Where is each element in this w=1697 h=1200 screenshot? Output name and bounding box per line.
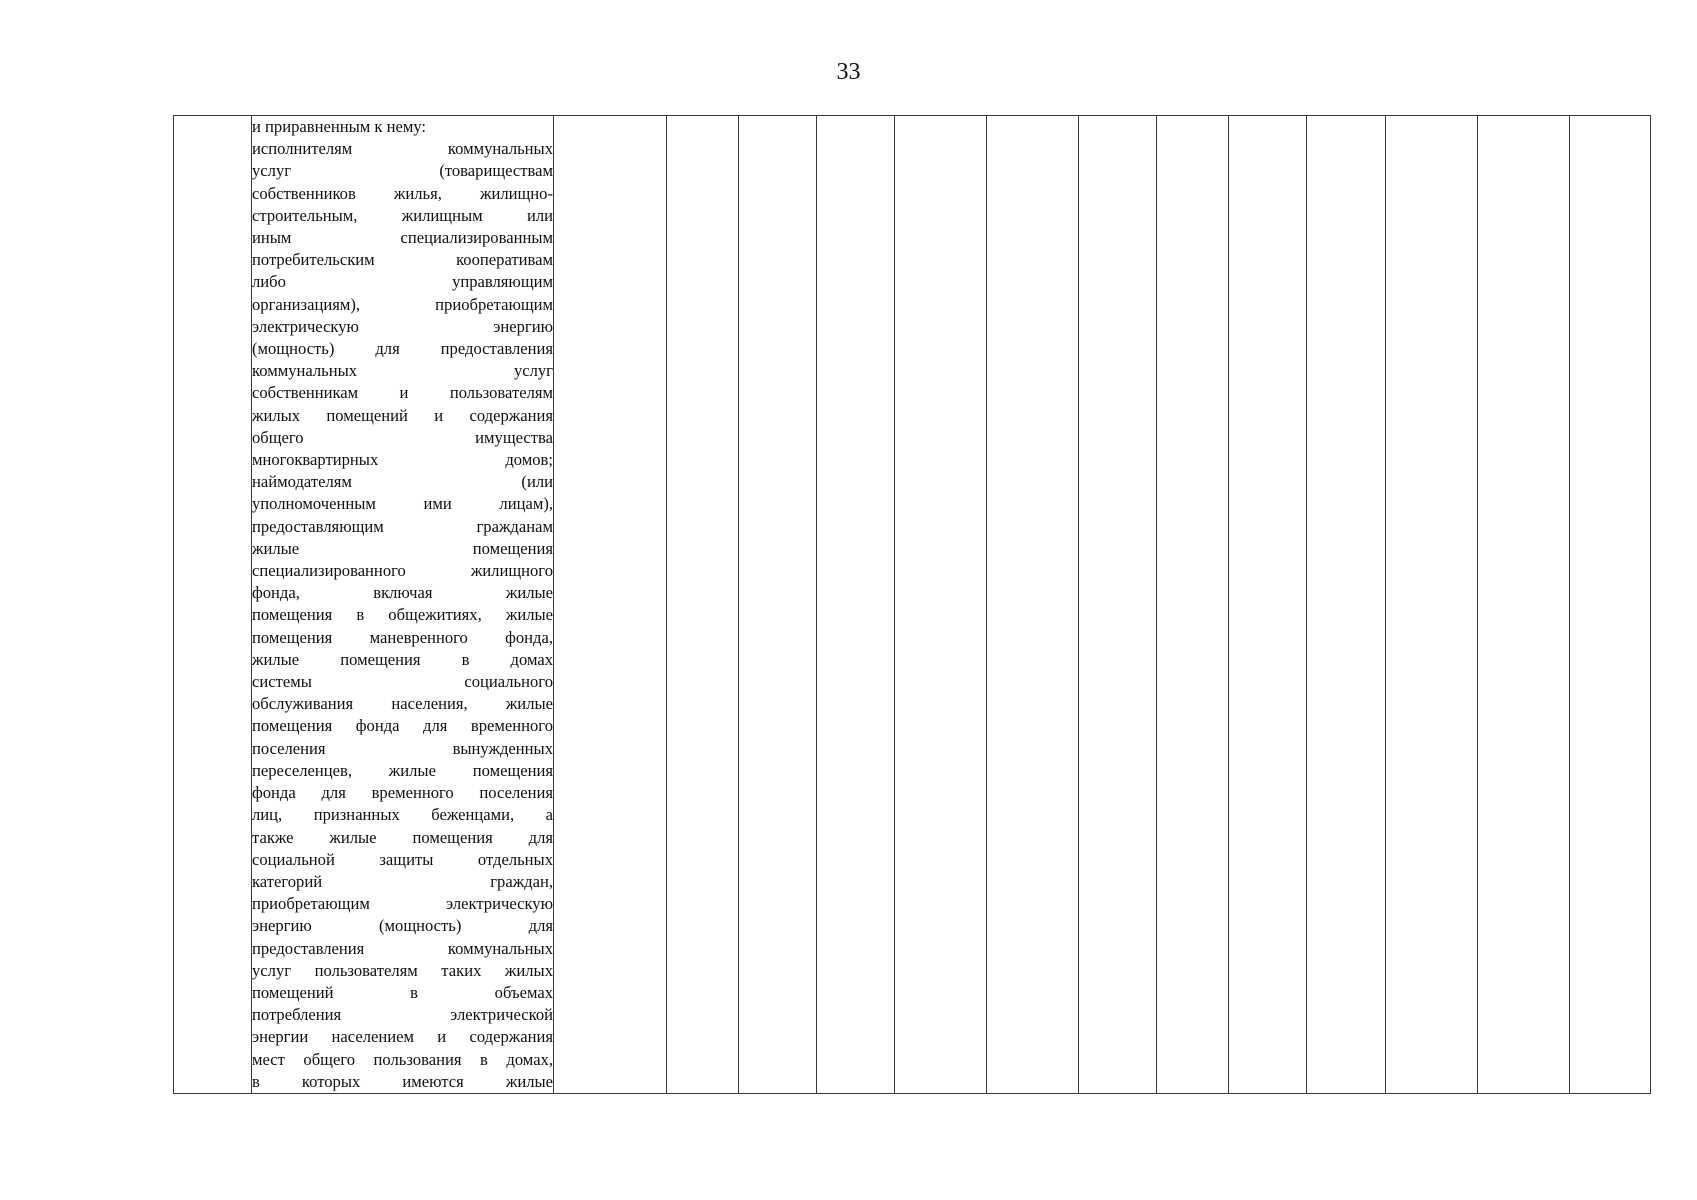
description-line: категорий граждан, [252, 871, 553, 891]
description-line: жилые помещения в домах [252, 649, 553, 669]
description-line: уполномоченным ими лицам), [252, 494, 553, 514]
table-cell [1079, 116, 1157, 1094]
description-line: системы социального [252, 672, 553, 692]
description-line: электрическую энергию [252, 316, 553, 336]
description-line: исполнителям коммунальных [252, 139, 553, 159]
description-line: потребительским кооперативам [252, 250, 553, 270]
description-line: в которых имеются жилые [252, 1071, 553, 1091]
description-line: социальной защиты отдельных [252, 849, 553, 869]
description-line: многоквартирных домов; [252, 450, 553, 470]
description-line: специализированного жилищного [252, 561, 553, 581]
table-cell-number [174, 116, 252, 1094]
description-line: собственникам и пользователям [252, 383, 553, 403]
table-cell [987, 116, 1079, 1094]
table-cell [739, 116, 817, 1094]
description-line: услуг пользователям таких жилых [252, 960, 553, 980]
description-line: собственников жилья, жилищно- [252, 183, 553, 203]
table-cell-description [252, 116, 554, 1094]
description-line: фонда для временного поселения [252, 783, 553, 803]
description-line: и приравненным к нему: [252, 117, 427, 136]
table-cell [817, 116, 895, 1094]
description-line: предоставления коммунальных [252, 938, 553, 958]
table-row [174, 116, 1651, 1094]
description-line: лиц, признанных беженцами, а [252, 805, 553, 825]
page-number: 33 [836, 59, 861, 85]
table-cell [1307, 116, 1386, 1094]
description-line: помещения маневренного фонда, [252, 627, 553, 647]
description-line: фонда, включая жилые [252, 583, 553, 603]
table-cell [1229, 116, 1307, 1094]
description-line: также жилые помещения для [252, 827, 553, 847]
table-cell [1570, 116, 1651, 1094]
tariff-table [173, 115, 1651, 1094]
description-line: помещений в объемах [252, 982, 553, 1002]
description-line: организациям), приобретающим [252, 294, 553, 314]
description-line: жилые помещения [252, 538, 553, 558]
description-line: энергию (мощность) для [252, 916, 553, 936]
table-cell [895, 116, 987, 1094]
description-line: мест общего пользования в домах, [252, 1049, 553, 1069]
table-cell [1386, 116, 1478, 1094]
description-line: либо управляющим [252, 272, 553, 292]
description-line: приобретающим электрическую [252, 894, 553, 914]
description-line: услуг (товариществам [252, 161, 553, 181]
description-line: поселения вынужденных [252, 738, 553, 758]
description-line: наймодателям (или [252, 472, 553, 492]
description-line: жилых помещений и содержания [252, 405, 553, 425]
description-line: иным специализированным [252, 228, 553, 248]
description-line: энергии населением и содержания [252, 1027, 553, 1047]
table-cell [1478, 116, 1570, 1094]
description-line: предоставляющим гражданам [252, 516, 553, 536]
table-cell [554, 116, 667, 1094]
description-line: коммунальных услуг [252, 361, 553, 381]
description-line: потребления электрической [252, 1005, 553, 1025]
table-cell [1157, 116, 1229, 1094]
description-line: строительным, жилищным или [252, 205, 553, 225]
description-text [252, 116, 553, 1093]
description-line: переселенцев, жилые помещения [252, 760, 553, 780]
description-line: общего имущества [252, 427, 553, 447]
description-line: помещения фонда для временного [252, 716, 553, 736]
table-cell [667, 116, 739, 1094]
description-line: помещения в общежитиях, жилые [252, 605, 553, 625]
description-line: (мощность) для предоставления [252, 339, 553, 359]
description-line: обслуживания населения, жилые [252, 694, 553, 714]
